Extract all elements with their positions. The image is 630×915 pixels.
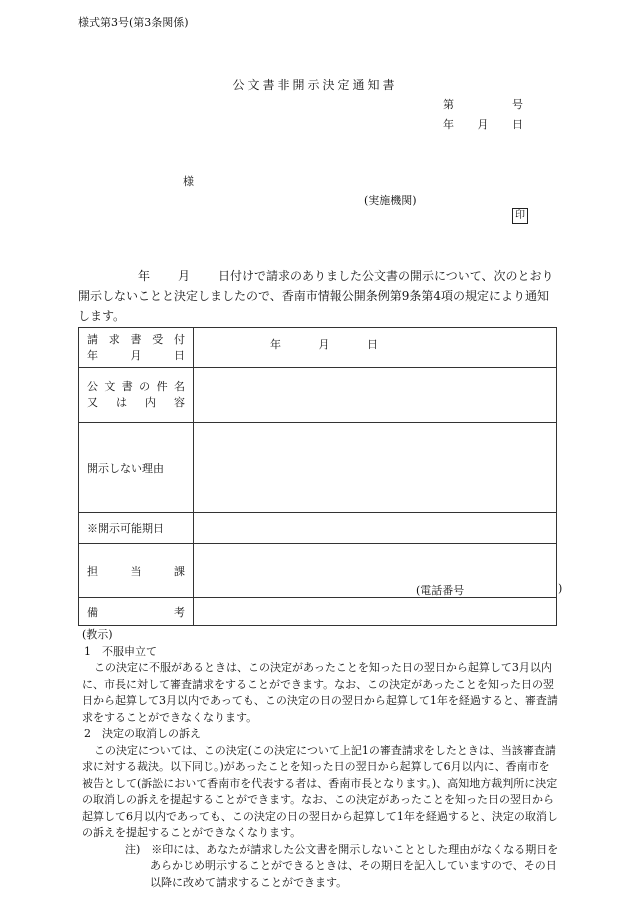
intro-month: 月 bbox=[178, 269, 191, 283]
item2-title: 2 決定の取消しの訴え bbox=[84, 727, 201, 740]
label-line: 請 求 書 受 付 bbox=[87, 332, 185, 346]
row-document-subject bbox=[79, 368, 557, 423]
row-department bbox=[79, 544, 557, 598]
document-number bbox=[443, 96, 523, 112]
document-subject-label bbox=[79, 368, 194, 423]
remarks-value[interactable] bbox=[194, 598, 557, 626]
label-line: 又 は 内 容 bbox=[87, 396, 185, 409]
number-prefix: 第 bbox=[443, 98, 454, 111]
row-remarks bbox=[79, 598, 557, 626]
addressee-suffix: 様 bbox=[183, 175, 194, 188]
note-label: 注) bbox=[125, 842, 141, 856]
request-date-fields: 年 月 日 bbox=[270, 338, 378, 351]
instructions-heading: (教示) bbox=[82, 628, 113, 641]
label-line: 公 文 書 の 件 名 bbox=[87, 380, 185, 393]
note-block bbox=[82, 842, 560, 892]
intro-year: 年 bbox=[138, 269, 151, 283]
reason-label: 開示しない理由 bbox=[79, 423, 194, 513]
label-line: 年 月 日 bbox=[87, 348, 185, 362]
phone-open: (電話番号 bbox=[416, 584, 465, 597]
request-date-label bbox=[79, 328, 194, 368]
row-reason bbox=[79, 423, 557, 513]
label-line: 担 当 課 bbox=[87, 564, 185, 578]
item1-title: 1 不服申立て bbox=[84, 644, 157, 658]
request-date-value[interactable] bbox=[194, 328, 557, 368]
date-day: 日 bbox=[512, 118, 523, 131]
form-table bbox=[78, 327, 563, 626]
document-title: 公文書非開示決定通知書 bbox=[232, 78, 398, 92]
row-request-date bbox=[79, 328, 557, 368]
seal-mark: 印 bbox=[512, 208, 528, 224]
item1-body: この決定に不服があるときは、この決定があったことを知った日の翌日から起算して3月以内に、市長に対して審査請求をすることができます。なお、この決定があったことを知った日の翌日から起算して3月以内であっても、この決定の日の翌日から起算して1年を経過すると、審査請求をすることができなくなります。 bbox=[82, 661, 558, 724]
form-label: 様式第3号(第3条関係) bbox=[78, 16, 189, 29]
reason-value[interactable] bbox=[194, 423, 557, 513]
note-body: ※印には、あなたが請求した公文書を開示しないこととした理由がなくなる期日をあらかじめ明示することができるときは、その期日を記入していますので、その日以降に改めて請求することができます。 bbox=[150, 842, 559, 889]
intro-paragraph bbox=[78, 266, 556, 326]
row-available-date bbox=[79, 513, 557, 544]
date-year: 年 bbox=[443, 118, 454, 131]
label-line: 備 考 bbox=[87, 605, 185, 619]
instructions-section bbox=[82, 627, 560, 891]
phone-close: ) bbox=[558, 582, 563, 595]
item2-body: この決定については、この決定(この決定について上記1の審査請求をしたときは、当該審査請求に対する裁決。以下同じ。)があったことを知った日の翌日から起算して6月以内に、香南市を被告として(訴訟において香南市を代表する者は、香南市長となります。)、高知地方裁判所に決定の取消しの訴えを提起することができます。なお、この決定があったことを知った日の翌日から起算して6月以内であっても、この決定の日の翌日から起算して1年を経過すると、決定の取消しの訴えを提起することができなくなります。 bbox=[82, 743, 558, 839]
intro-text: 日付けで請求のありました公文書の開示について、次のとおり開示しないことと決定しましたので、香南市情報公開条例第9条第4項の規定により通知します。 bbox=[78, 269, 554, 323]
department-value[interactable] bbox=[194, 544, 563, 598]
number-suffix: 号 bbox=[512, 98, 523, 111]
issue-date bbox=[443, 116, 523, 132]
remarks-label bbox=[79, 598, 194, 626]
agency-label: (実施機関) bbox=[364, 194, 417, 207]
date-month: 月 bbox=[477, 118, 489, 131]
department-label bbox=[79, 544, 194, 598]
available-date-value[interactable] bbox=[194, 513, 557, 544]
available-date-label: ※開示可能期日 bbox=[79, 513, 194, 544]
document-subject-value[interactable] bbox=[194, 368, 557, 423]
